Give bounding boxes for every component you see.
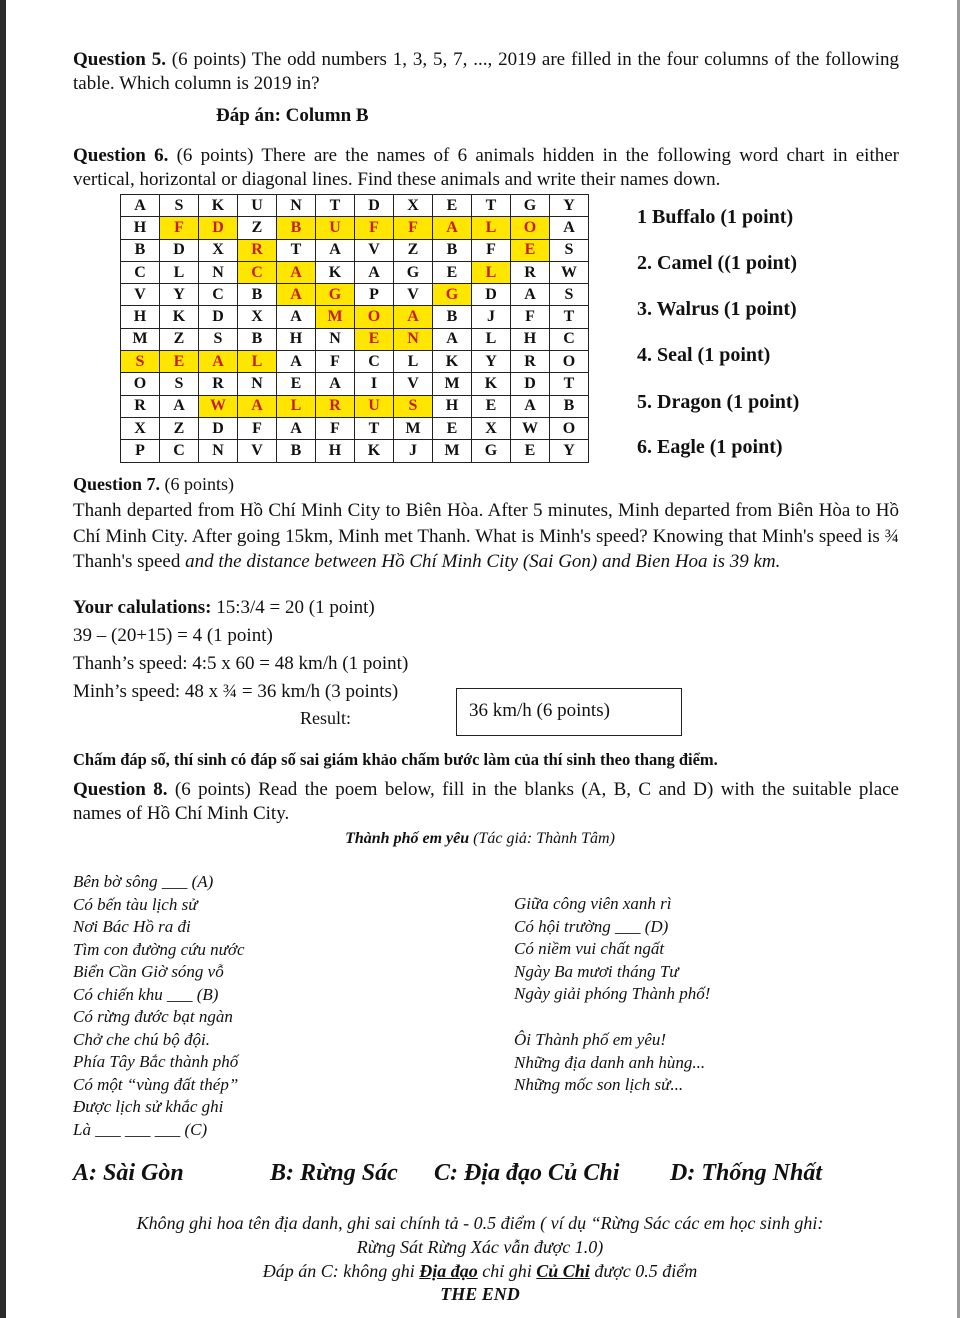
result-value: 36 km/h (6 points) (469, 700, 610, 721)
grid-cell: H (433, 395, 472, 417)
grid-cell: V (238, 440, 277, 462)
grid-cell: U (238, 195, 277, 217)
grid-row (121, 417, 589, 439)
grid-cell: U (355, 395, 394, 417)
grid-cell: E (160, 351, 199, 373)
grid-cell: L (238, 351, 277, 373)
scan-border-left (0, 0, 6, 1318)
animal-answer: 4. Seal (1 point) (637, 344, 771, 366)
grid-cell: B (238, 284, 277, 306)
grid-row (121, 351, 589, 373)
poem-line: Có niềm vui chất ngất (514, 939, 665, 958)
answer-b: B: Rừng Sác (270, 1160, 398, 1186)
grid-cell: B (238, 328, 277, 350)
grid-cell: R (238, 239, 277, 261)
grid-cell: Y (160, 284, 199, 306)
grading-note-2: Rừng Sát Rừng Xác vẫn được 1.0) (356, 1237, 604, 1257)
grid-cell: J (394, 440, 433, 462)
grid-cell: T (355, 417, 394, 439)
question-8-label: Question 8. (73, 779, 168, 800)
question-7-label: Question 7. (73, 474, 161, 494)
grid-cell: Y (472, 351, 511, 373)
grid-cell: N (316, 328, 355, 350)
poem-line: Những địa danh anh hùng... (514, 1052, 706, 1072)
grid-cell: J (472, 306, 511, 328)
note-3-part-b: Địa đạo (419, 1261, 478, 1281)
grid-cell: A (277, 284, 316, 306)
grid-cell: A (433, 217, 472, 239)
grid-cell: Z (238, 217, 277, 239)
poem-line: Có một “vùng đất thép” (73, 1074, 239, 1094)
poem-line: Có bến tàu lịch sử (73, 894, 198, 914)
grid-cell: F (394, 217, 433, 239)
grid-cell: Z (160, 328, 199, 350)
grid-cell: M (316, 306, 355, 328)
poem-line: Có rừng đước bạt ngàn (73, 1007, 233, 1026)
question-7-text (73, 498, 899, 575)
grid-cell: Y (550, 440, 589, 462)
grid-cell: O (355, 306, 394, 328)
poem-line: Chở che chú bộ đội. (73, 1029, 211, 1049)
word-search-grid (120, 194, 589, 463)
grid-cell: T (316, 195, 355, 217)
question-6-text: (6 points) There are the names of 6 animals hidden in the following word chart in either vertical, horizontal or diagonal lines. Find these animals and write their names down. (73, 145, 899, 190)
grid-cell: T (277, 239, 316, 261)
grid-cell: W (511, 417, 550, 439)
grid-cell: B (277, 217, 316, 239)
grid-cell: O (550, 351, 589, 373)
calc-line-2: 39 – (20+15) = 4 (1 point) (73, 625, 273, 646)
grid-row (121, 328, 589, 350)
grid-cell: D (472, 284, 511, 306)
grid-cell: B (433, 306, 472, 328)
grid-row (121, 373, 589, 395)
poem-right-stanza-1 (514, 893, 710, 1006)
poem-line: Có chiến khu ___ (B) (73, 984, 219, 1004)
grid-cell: L (277, 395, 316, 417)
poem-line: Biển Cần Giờ sóng vỗ (73, 962, 224, 981)
poem-line: Những mốc son lịch sử... (514, 1075, 684, 1094)
grid-cell: S (160, 373, 199, 395)
grid-cell: V (394, 284, 433, 306)
animal-answer: 3. Walrus (1 point) (637, 298, 797, 320)
grid-cell: A (433, 328, 472, 350)
question-6 (73, 144, 899, 192)
result-label: Result: (300, 708, 352, 728)
question-5 (73, 48, 899, 96)
grid-cell: S (121, 351, 160, 373)
grid-cell: A (277, 261, 316, 283)
grid-cell: M (121, 328, 160, 350)
poem-line: Ngày giải phóng Thành phố! (514, 984, 711, 1003)
grid-cell: N (199, 440, 238, 462)
grid-cell: S (550, 239, 589, 261)
grid-cell: K (472, 373, 511, 395)
grid-cell: N (277, 195, 316, 217)
answer-a: A: Sài Gòn (73, 1160, 184, 1186)
grid-cell: A (199, 351, 238, 373)
grading-note-3 (0, 1261, 960, 1282)
poem-line: Bên bờ sông ___ (A) (73, 872, 214, 891)
poem-line: Nơi Bác Hồ ra đi (73, 917, 191, 936)
grid-cell: F (355, 217, 394, 239)
grid-cell: U (316, 217, 355, 239)
grid-cell: C (238, 261, 277, 283)
question-7-text-italic: and the distance between Hồ Chí Minh City (Sai Gon) and Bien Hoa is 39 km. (185, 551, 781, 572)
question-6-label: Question 6. (73, 145, 169, 166)
poem-line: Giữa công viên xanh rì (514, 894, 672, 913)
grid-cell: L (160, 261, 199, 283)
grid-cell: A (277, 417, 316, 439)
grid-cell: F (238, 417, 277, 439)
grid-cell: A (511, 284, 550, 306)
grid-cell: E (277, 373, 316, 395)
grid-cell: D (199, 217, 238, 239)
grid-cell: S (550, 284, 589, 306)
grid-cell: G (472, 440, 511, 462)
grid-cell: E (433, 417, 472, 439)
grid-cell: R (511, 351, 550, 373)
grid-cell: E (355, 328, 394, 350)
grid-row (121, 306, 589, 328)
question-7-header (73, 474, 234, 495)
animal-answer: 2. Camel ((1 point) (637, 252, 797, 274)
poem-line: Có hội trường ___ (D) (514, 916, 669, 936)
grid-cell: C (355, 351, 394, 373)
grid-row (121, 261, 589, 283)
grid-cell: F (316, 417, 355, 439)
grid-cell: B (550, 395, 589, 417)
answer-d: D: Thống Nhất (670, 1160, 823, 1186)
question-5-text: (6 points) The odd numbers 1, 3, 5, 7, ..., 2019 are filled in the four columns of the following table. Which column is 2019 in? (73, 49, 899, 94)
poem-heading (0, 830, 960, 848)
grid-cell: L (472, 328, 511, 350)
grid-cell: D (511, 373, 550, 395)
question-8-text: (6 points) Read the poem below, fill in the blanks (A, B, C and D) with the suitable place names of Hồ Chí Minh City. (73, 779, 899, 824)
grid-cell: G (316, 284, 355, 306)
grid-cell: E (511, 239, 550, 261)
poem-left-column (73, 871, 245, 1141)
grid-cell: O (121, 373, 160, 395)
grid-cell: B (121, 239, 160, 261)
question-7-text-plain: Thanh departed from Hồ Chí Minh City to Biên Hòa. After 5 minutes, Minh departed from Biên Hòa to Hồ Chí Minh City. After going 15km, Minh met Thanh. What is Minh's speed? Knowing that Minh's speed is ¾ Thanh's speed (73, 500, 899, 572)
grid-cell: M (433, 440, 472, 462)
grid-cell: A (316, 373, 355, 395)
grid-cell: R (511, 261, 550, 283)
grading-note: Chấm đáp số, thí sinh có đáp số sai giám khảo chấm bước làm của thí sinh theo thang điểm. (73, 750, 718, 769)
grid-cell: K (160, 306, 199, 328)
grid-cell: B (433, 239, 472, 261)
grid-cell: T (472, 195, 511, 217)
grid-cell: A (277, 351, 316, 373)
calc-line-4: Minh’s speed: 48 x ¾ = 36 km/h (3 points) (73, 681, 399, 702)
note-3-part-a: Đáp án C: không ghi (262, 1261, 420, 1281)
note-3-part-d: Củ Chi (536, 1261, 590, 1281)
grid-cell: X (199, 239, 238, 261)
grid-cell: S (199, 328, 238, 350)
grid-cell: K (355, 440, 394, 462)
question-7-points: (6 points) (160, 474, 235, 494)
grid-cell: D (355, 195, 394, 217)
grid-cell: A (238, 395, 277, 417)
grid-cell: D (199, 417, 238, 439)
grid-cell: S (160, 195, 199, 217)
grid-cell: V (355, 239, 394, 261)
poem-line: Ngày Ba mươi tháng Tư (514, 961, 679, 981)
grid-cell: A (160, 395, 199, 417)
grid-cell: C (199, 284, 238, 306)
poem-title: Thành phố em yêu (345, 830, 470, 847)
poem-line: Được lịch sử khắc ghi (73, 1097, 224, 1116)
grid-cell: R (316, 395, 355, 417)
grid-cell: X (238, 306, 277, 328)
grid-cell: L (472, 261, 511, 283)
grid-row (121, 395, 589, 417)
grid-cell: N (199, 261, 238, 283)
grid-cell: A (355, 261, 394, 283)
grid-cell: R (121, 395, 160, 417)
grid-row (121, 195, 589, 217)
grading-note-1: Không ghi hoa tên địa danh, ghi sai chính tả - 0.5 điểm ( ví dụ “Rừng Sác các em học sinh ghi: (136, 1213, 824, 1233)
grid-cell: K (316, 261, 355, 283)
grid-cell: E (511, 440, 550, 462)
grid-cell: O (550, 417, 589, 439)
grid-cell: F (160, 217, 199, 239)
grid-cell: H (511, 328, 550, 350)
poem-line: Ôi Thành phố em yêu! (514, 1030, 667, 1049)
answer-c: C: Địa đạo Củ Chi (434, 1160, 620, 1186)
grid-row (121, 440, 589, 462)
grid-cell: A (277, 306, 316, 328)
result-box (456, 688, 682, 736)
grid-cell: A (316, 239, 355, 261)
grid-cell: A (394, 306, 433, 328)
question-5-answer: Đáp án: Column B (216, 105, 369, 126)
animal-answer: 6. Eagle (1 point) (637, 436, 783, 458)
grid-cell: M (394, 417, 433, 439)
poem-line: Tìm con đường cứu nước (73, 939, 245, 959)
question-5-label: Question 5. (73, 49, 166, 70)
grid-cell: M (433, 373, 472, 395)
grid-cell: F (472, 239, 511, 261)
poem-author: (Tác giả: Thành Tâm) (469, 830, 615, 847)
grid-cell: H (121, 217, 160, 239)
calc-line-3: Thanh’s speed: 4:5 x 60 = 48 km/h (1 point) (73, 653, 409, 674)
calc-label: Your calulations: (73, 597, 212, 618)
the-end: THE END (440, 1284, 520, 1304)
grid-cell: D (160, 239, 199, 261)
grid-cell: L (472, 217, 511, 239)
grid-cell: I (355, 373, 394, 395)
grid-row (121, 217, 589, 239)
grid-cell: C (121, 261, 160, 283)
grid-cell: H (316, 440, 355, 462)
grid-cell: X (472, 417, 511, 439)
grid-cell: E (472, 395, 511, 417)
note-3-part-e: được 0.5 điểm (589, 1261, 698, 1281)
grid-cell: W (550, 261, 589, 283)
grid-cell: V (394, 373, 433, 395)
grid-row (121, 284, 589, 306)
animal-answer: 5. Dragon (1 point) (637, 391, 800, 413)
grid-cell: F (511, 306, 550, 328)
grid-cell: K (199, 195, 238, 217)
grid-cell: A (511, 395, 550, 417)
grid-cell: E (433, 195, 472, 217)
grid-cell: X (394, 195, 433, 217)
grid-cell: Z (160, 417, 199, 439)
grid-cell: P (121, 440, 160, 462)
grid-cell: H (277, 328, 316, 350)
grid-cell: T (550, 373, 589, 395)
question-8 (73, 778, 899, 826)
grid-cell: W (199, 395, 238, 417)
grid-cell: F (316, 351, 355, 373)
grid-row (121, 239, 589, 261)
grid-cell: V (121, 284, 160, 306)
poem-line: Là ___ ___ ___ (C) (73, 1119, 208, 1139)
grid-cell: Y (550, 195, 589, 217)
grid-cell: N (394, 328, 433, 350)
grid-cell: T (550, 306, 589, 328)
grid-cell: A (121, 195, 160, 217)
animal-answer: 1 Buffalo (1 point) (637, 206, 794, 228)
grid-cell: L (394, 351, 433, 373)
grid-cell: B (277, 440, 316, 462)
grid-cell: P (355, 284, 394, 306)
grid-cell: E (433, 261, 472, 283)
grid-cell: Z (394, 239, 433, 261)
grid-cell: C (160, 440, 199, 462)
note-3-part-c: chỉ ghi (477, 1261, 537, 1281)
grid-cell: G (394, 261, 433, 283)
grid-cell: G (511, 195, 550, 217)
calc-line-1 (73, 597, 375, 619)
grid-cell: X (121, 417, 160, 439)
grid-cell: K (433, 351, 472, 373)
poem-line: Phía Tây Bắc thành phố (73, 1052, 239, 1071)
grid-cell: N (238, 373, 277, 395)
poem-right-stanza-2 (514, 1029, 705, 1097)
grid-cell: S (394, 395, 433, 417)
grid-cell: H (121, 306, 160, 328)
grid-cell: A (550, 217, 589, 239)
grid-cell: C (550, 328, 589, 350)
grid-cell: G (433, 284, 472, 306)
grid-cell: R (199, 373, 238, 395)
grid-cell: O (511, 217, 550, 239)
grid-cell: D (199, 306, 238, 328)
calc-line-1-text: 15:3/4 = 20 (1 point) (211, 597, 375, 618)
